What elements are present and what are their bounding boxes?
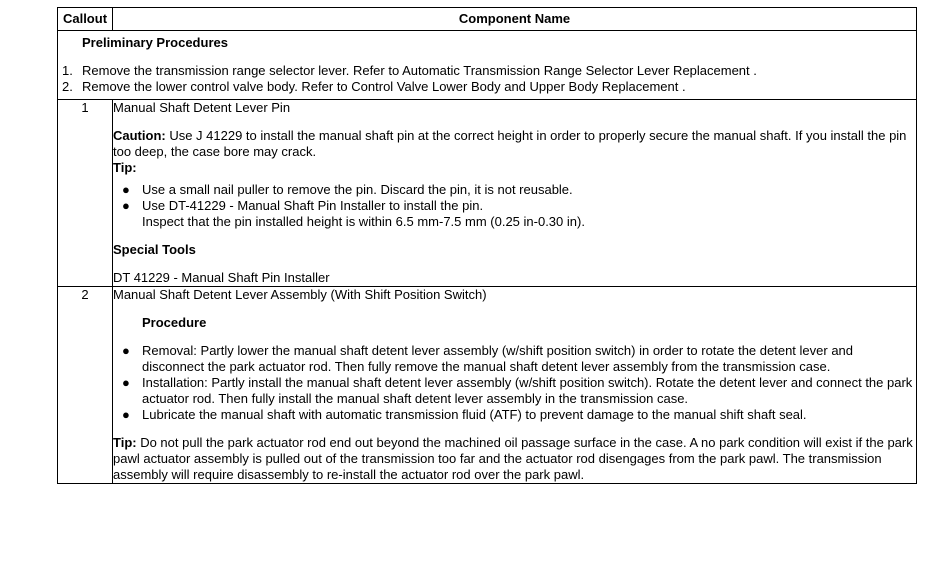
procedure-heading: Procedure xyxy=(142,315,207,330)
table-row xyxy=(58,287,917,484)
list-item: ● Use a small nail puller to remove the pin. Discard the pin, it is not reusable. xyxy=(122,182,573,197)
callout-column-header: Callout xyxy=(58,8,113,31)
bullet-icon: ● xyxy=(122,375,130,390)
table-row xyxy=(58,100,917,287)
callout-number: 2 xyxy=(58,287,113,484)
special-tool-item: DT 41229 - Manual Shaft Pin Installer xyxy=(113,270,330,285)
list-item: 2. Remove the lower control valve body. Refer to Control Valve Lower Body and Upper Body Replacement . xyxy=(62,79,686,94)
preliminary-row xyxy=(58,31,917,100)
bullet-icon: ● xyxy=(122,343,130,358)
tip-label: Tip: xyxy=(113,160,137,175)
list-item: ● Lubricate the manual shaft with automatic transmission fluid (ATF) to prevent damage to the manual shift shaft seal. xyxy=(122,407,807,422)
tip-label: Tip: xyxy=(113,435,137,450)
caution-label: Caution: xyxy=(113,128,166,143)
step-text: Remove the lower control valve body. Refer to Control Valve Lower Body and Upper Body Replacement . xyxy=(82,79,686,94)
table-header-row xyxy=(58,8,917,31)
list-item: ● Removal: Partly lower the manual shaft detent lever assembly (w/shift position switch) in order to rotate the detent lever and disconnect the park actuator rod. Then fully remove the manual shaft detent lever assembly from the transmission case. xyxy=(122,343,854,374)
step-text: Remove the transmission range selector lever. Refer to Automatic Transmission Range Selector Lever Replacement . xyxy=(82,63,757,78)
component-table xyxy=(57,7,917,484)
component-cell xyxy=(113,287,917,484)
callout-number: 1 xyxy=(58,100,113,287)
preliminary-cell xyxy=(58,31,917,100)
component-name: Manual Shaft Detent Lever Assembly (With Shift Position Switch) xyxy=(113,287,487,302)
bullet-icon: ● xyxy=(122,407,130,422)
list-item: 1. Remove the transmission range selector lever. Refer to Automatic Transmission Range Selector Lever Replacement . xyxy=(62,63,757,78)
preliminary-title: Preliminary Procedures xyxy=(82,35,228,50)
special-tools-heading: Special Tools xyxy=(113,242,196,257)
bullet-icon: ● xyxy=(122,182,130,197)
component-cell xyxy=(113,100,917,287)
preliminary-steps xyxy=(62,63,916,95)
tip-note: Tip: Do not pull the park actuator rod end out beyond the machined oil passage surface in the case. A no park condition will exist if the park pawl actuator assembly is pulled out of the transmission too far and the actuator rod disengages from the park pawl. The transmission assembly will require disassembly to re-install the actuator rod over the park pawl. xyxy=(113,435,913,482)
caution-note: Caution: Use J 41229 to install the manual shaft pin at the correct height in order to properly secure the manual shaft. If you install the pin too deep, the case bore may crack. xyxy=(113,128,907,159)
list-item: ● Installation: Partly install the manual shaft detent lever assembly (w/shift position switch). Rotate the detent lever and connect the park actuator rod. Then fully install the manual shaft detent lever assembly in the transmission case. xyxy=(122,375,913,406)
list-item: ● Use DT-41229 - Manual Shaft Pin Installer to install the pin. Inspect that the pin installed height is within 6.5 mm-7.5 mm (0.25 in-0.30 in). xyxy=(122,198,585,229)
component-column-header: Component Name xyxy=(113,8,917,31)
bullet-icon: ● xyxy=(122,198,130,213)
tip-bullets xyxy=(113,182,916,230)
procedure-bullets xyxy=(113,343,916,423)
component-name: Manual Shaft Detent Lever Pin xyxy=(113,100,291,115)
